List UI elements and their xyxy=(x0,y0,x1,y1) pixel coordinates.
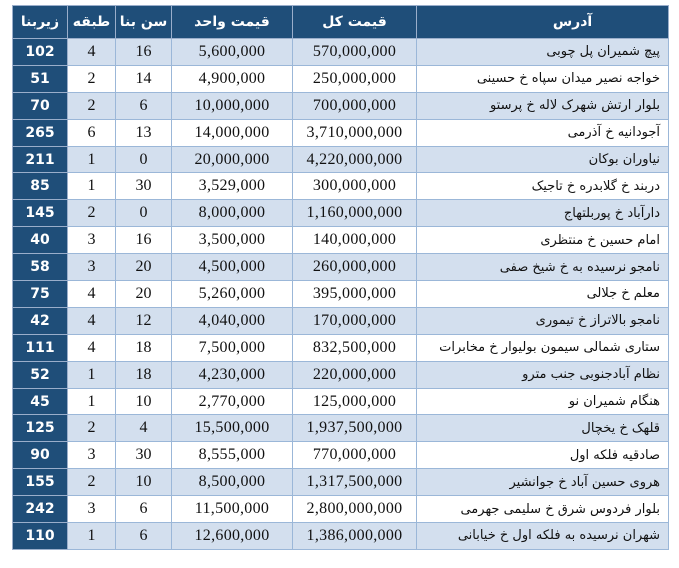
cell-area: 85 xyxy=(13,173,68,200)
table-row xyxy=(13,92,669,119)
cell-unit-price: 8,000,000 xyxy=(172,200,293,227)
header-address: آدرس xyxy=(417,6,669,39)
table-row xyxy=(13,39,669,66)
table-row xyxy=(13,173,669,200)
cell-address: نظام آبادجنوبی جنب مترو xyxy=(417,361,669,388)
table-row xyxy=(13,307,669,334)
cell-area: 90 xyxy=(13,442,68,469)
cell-address: شهران نرسیده به فلکه اول خ خیابانی xyxy=(417,523,669,550)
cell-total-price: 832,500,000 xyxy=(293,334,417,361)
apartment-price-table xyxy=(12,5,669,550)
cell-total-price: 1,160,000,000 xyxy=(293,200,417,227)
cell-floor: 1 xyxy=(68,173,116,200)
cell-unit-price: 8,500,000 xyxy=(172,469,293,496)
cell-area: 242 xyxy=(13,496,68,523)
cell-area: 145 xyxy=(13,200,68,227)
cell-area: 111 xyxy=(13,334,68,361)
cell-age: 6 xyxy=(116,496,172,523)
cell-floor: 3 xyxy=(68,227,116,254)
cell-floor: 3 xyxy=(68,254,116,281)
cell-floor: 2 xyxy=(68,415,116,442)
cell-total-price: 4,220,000,000 xyxy=(293,146,417,173)
cell-floor: 1 xyxy=(68,146,116,173)
cell-total-price: 260,000,000 xyxy=(293,254,417,281)
cell-age: 10 xyxy=(116,469,172,496)
cell-total-price: 2,800,000,000 xyxy=(293,496,417,523)
cell-floor: 6 xyxy=(68,119,116,146)
cell-unit-price: 4,230,000 xyxy=(172,361,293,388)
cell-area: 110 xyxy=(13,523,68,550)
cell-address: پیچ شمیران پل چوبی xyxy=(417,39,669,66)
cell-area: 211 xyxy=(13,146,68,173)
cell-area: 102 xyxy=(13,39,68,66)
header-total-price: قیمت کل xyxy=(293,6,417,39)
cell-address: صادقیه فلکه اول xyxy=(417,442,669,469)
cell-total-price: 1,386,000,000 xyxy=(293,523,417,550)
table-row xyxy=(13,469,669,496)
cell-address: هنگام شمیران نو xyxy=(417,388,669,415)
cell-unit-price: 3,500,000 xyxy=(172,227,293,254)
table-row xyxy=(13,200,669,227)
cell-address: بلوار فردوس شرق خ سلیمی جهرمی xyxy=(417,496,669,523)
cell-age: 14 xyxy=(116,65,172,92)
cell-unit-price: 8,555,000 xyxy=(172,442,293,469)
cell-total-price: 770,000,000 xyxy=(293,442,417,469)
cell-total-price: 170,000,000 xyxy=(293,307,417,334)
cell-age: 4 xyxy=(116,415,172,442)
table-row xyxy=(13,65,669,92)
cell-area: 70 xyxy=(13,92,68,119)
cell-unit-price: 5,260,000 xyxy=(172,281,293,308)
cell-total-price: 1,317,500,000 xyxy=(293,469,417,496)
cell-floor: 1 xyxy=(68,388,116,415)
cell-age: 6 xyxy=(116,92,172,119)
cell-age: 30 xyxy=(116,173,172,200)
cell-total-price: 250,000,000 xyxy=(293,65,417,92)
cell-unit-price: 2,770,000 xyxy=(172,388,293,415)
cell-total-price: 125,000,000 xyxy=(293,388,417,415)
cell-unit-price: 5,600,000 xyxy=(172,39,293,66)
cell-floor: 3 xyxy=(68,442,116,469)
cell-address: بلوار ارتش شهرک لاله خ پرستو xyxy=(417,92,669,119)
cell-age: 16 xyxy=(116,39,172,66)
cell-unit-price: 3,529,000 xyxy=(172,173,293,200)
cell-unit-price: 20,000,000 xyxy=(172,146,293,173)
cell-floor: 2 xyxy=(68,65,116,92)
cell-area: 42 xyxy=(13,307,68,334)
cell-unit-price: 4,040,000 xyxy=(172,307,293,334)
table-row xyxy=(13,281,669,308)
cell-age: 13 xyxy=(116,119,172,146)
cell-area: 58 xyxy=(13,254,68,281)
table-row xyxy=(13,523,669,550)
cell-address: نامجو نرسیده به خ شیخ صفی xyxy=(417,254,669,281)
cell-floor: 2 xyxy=(68,200,116,227)
table-row xyxy=(13,146,669,173)
table-row xyxy=(13,227,669,254)
cell-unit-price: 11,500,000 xyxy=(172,496,293,523)
cell-unit-price: 14,000,000 xyxy=(172,119,293,146)
cell-age: 18 xyxy=(116,334,172,361)
cell-total-price: 570,000,000 xyxy=(293,39,417,66)
table-row xyxy=(13,361,669,388)
cell-address: هروی حسین آباد خ جوانشیر xyxy=(417,469,669,496)
cell-address: قلهک خ یخچال xyxy=(417,415,669,442)
cell-total-price: 700,000,000 xyxy=(293,92,417,119)
cell-address: ستاری شمالی سیمون بولیوار خ مخابرات xyxy=(417,334,669,361)
cell-area: 51 xyxy=(13,65,68,92)
table-row xyxy=(13,442,669,469)
cell-unit-price: 7,500,000 xyxy=(172,334,293,361)
cell-age: 0 xyxy=(116,200,172,227)
cell-floor: 2 xyxy=(68,469,116,496)
cell-age: 12 xyxy=(116,307,172,334)
cell-floor: 1 xyxy=(68,523,116,550)
header-floor: طبقه xyxy=(68,6,116,39)
cell-total-price: 1,937,500,000 xyxy=(293,415,417,442)
cell-area: 40 xyxy=(13,227,68,254)
cell-total-price: 300,000,000 xyxy=(293,173,417,200)
table-row xyxy=(13,388,669,415)
cell-unit-price: 10,000,000 xyxy=(172,92,293,119)
cell-total-price: 140,000,000 xyxy=(293,227,417,254)
cell-area: 52 xyxy=(13,361,68,388)
listing-table-container xyxy=(12,5,668,550)
cell-address: امام حسین خ منتظری xyxy=(417,227,669,254)
cell-total-price: 3,710,000,000 xyxy=(293,119,417,146)
table-row xyxy=(13,254,669,281)
cell-age: 6 xyxy=(116,523,172,550)
cell-floor: 4 xyxy=(68,39,116,66)
cell-floor: 4 xyxy=(68,281,116,308)
cell-floor: 3 xyxy=(68,496,116,523)
cell-unit-price: 4,500,000 xyxy=(172,254,293,281)
cell-age: 0 xyxy=(116,146,172,173)
cell-age: 10 xyxy=(116,388,172,415)
cell-address: خواجه نصیر میدان سپاه خ حسینی xyxy=(417,65,669,92)
table-row xyxy=(13,119,669,146)
cell-floor: 4 xyxy=(68,334,116,361)
cell-total-price: 395,000,000 xyxy=(293,281,417,308)
cell-address: دارآباد خ پوربلتهاج xyxy=(417,200,669,227)
cell-area: 155 xyxy=(13,469,68,496)
header-area: زیربنا xyxy=(13,6,68,39)
cell-address: نیاوران بوکان xyxy=(417,146,669,173)
cell-address: معلم خ جلالی xyxy=(417,281,669,308)
header-age: سن بنا xyxy=(116,6,172,39)
cell-area: 265 xyxy=(13,119,68,146)
table-row xyxy=(13,334,669,361)
table-row xyxy=(13,415,669,442)
cell-area: 45 xyxy=(13,388,68,415)
cell-age: 20 xyxy=(116,254,172,281)
cell-age: 18 xyxy=(116,361,172,388)
cell-unit-price: 4,900,000 xyxy=(172,65,293,92)
cell-floor: 4 xyxy=(68,307,116,334)
cell-area: 125 xyxy=(13,415,68,442)
cell-unit-price: 15,500,000 xyxy=(172,415,293,442)
cell-total-price: 220,000,000 xyxy=(293,361,417,388)
header-unit-price: قیمت واحد xyxy=(172,6,293,39)
cell-age: 30 xyxy=(116,442,172,469)
cell-floor: 2 xyxy=(68,92,116,119)
cell-age: 20 xyxy=(116,281,172,308)
cell-floor: 1 xyxy=(68,361,116,388)
cell-address: دربند خ گلابدره خ تاجیک xyxy=(417,173,669,200)
cell-address: نامجو بالاتراز خ تیموری xyxy=(417,307,669,334)
table-header-row xyxy=(13,6,669,39)
cell-area: 75 xyxy=(13,281,68,308)
cell-age: 16 xyxy=(116,227,172,254)
table-row xyxy=(13,496,669,523)
cell-address: آجودانیه خ آذرمی xyxy=(417,119,669,146)
cell-unit-price: 12,600,000 xyxy=(172,523,293,550)
